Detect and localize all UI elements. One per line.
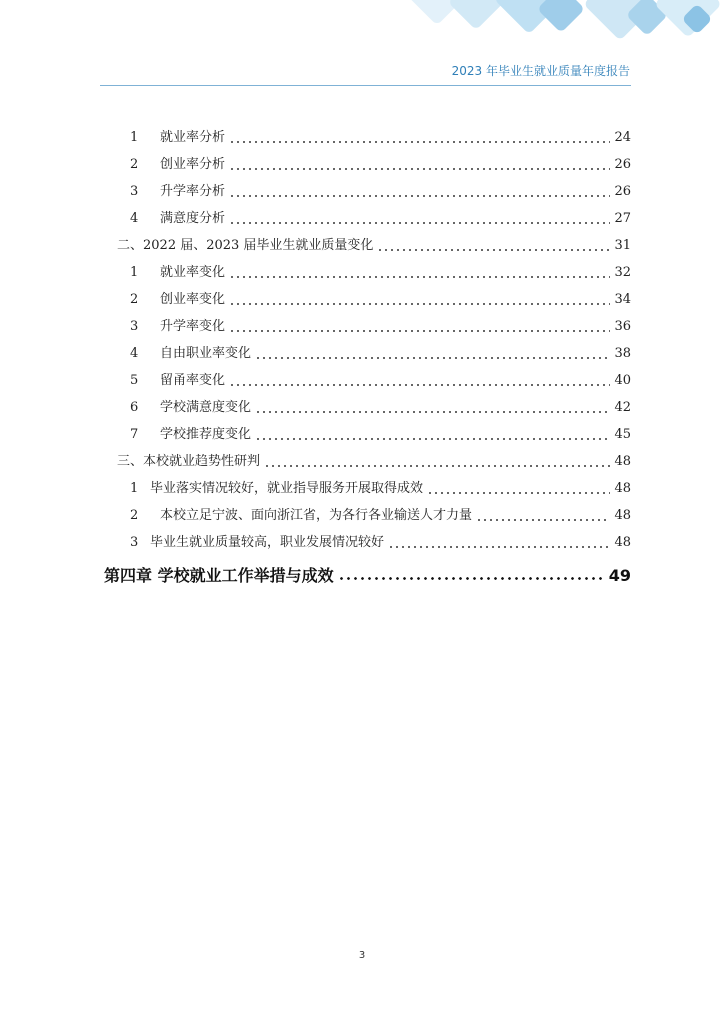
toc-entry[interactable] <box>130 262 631 282</box>
toc-entry-page: 26 <box>614 184 631 199</box>
header-divider <box>100 85 631 86</box>
toc-entry-number: 7 <box>130 427 139 442</box>
toc-entry-title: 学校推荐度变化 <box>160 427 252 442</box>
toc-section-page: 48 <box>614 454 631 469</box>
toc-entry-title: 留甬率变化 <box>160 373 226 388</box>
header-decoration <box>394 0 724 70</box>
toc-entry-page: 48 <box>614 535 631 550</box>
toc-entry-title: 升学率变化 <box>160 319 226 334</box>
toc-entry-number: 4 <box>130 211 139 226</box>
toc-entry-title: 创业率变化 <box>160 292 226 307</box>
toc-entry-number: 1 <box>130 265 139 280</box>
toc-entry-page: 27 <box>614 211 631 226</box>
dot-leader <box>377 249 610 251</box>
toc-section-entry[interactable] <box>117 235 631 255</box>
dot-leader <box>229 195 610 197</box>
toc-entry-number: 2 <box>130 292 139 307</box>
dot-leader <box>338 577 605 580</box>
toc-entry-page: 36 <box>614 319 631 334</box>
toc-entry[interactable] <box>130 154 631 174</box>
toc-entry-page: 40 <box>614 373 631 388</box>
toc-entry-page: 24 <box>614 130 631 145</box>
dot-leader <box>255 357 610 359</box>
toc-entry-title: 毕业生就业质量较高，职业发展情况较好 <box>150 535 385 550</box>
dot-leader <box>229 141 610 143</box>
toc-entry[interactable] <box>130 424 631 444</box>
toc-entry-number: 2 <box>130 157 139 172</box>
dot-leader <box>388 546 610 548</box>
toc-entry[interactable] <box>130 316 631 336</box>
toc-entry-number: 3 <box>130 535 139 550</box>
toc-section-page: 31 <box>614 238 631 253</box>
toc-entry-title: 满意度分析 <box>160 211 226 226</box>
toc-entry-title: 就业率分析 <box>160 130 226 145</box>
toc-entry-page: 32 <box>614 265 631 280</box>
toc-entry-page: 34 <box>614 292 631 307</box>
toc-entry-number: 3 <box>130 319 139 334</box>
toc-entry[interactable] <box>130 397 631 417</box>
toc-entry-title: 创业率分析 <box>160 157 226 172</box>
dot-leader <box>264 465 610 467</box>
toc-entry[interactable] <box>130 505 631 525</box>
toc-entry[interactable] <box>130 289 631 309</box>
dot-leader <box>255 438 610 440</box>
report-header-title: 2023 年毕业生就业质量年度报告 <box>451 64 630 78</box>
page-number: 3 <box>358 950 366 961</box>
dot-leader <box>229 222 610 224</box>
toc-entry-page: 26 <box>614 157 631 172</box>
toc-entry-number: 2 <box>130 508 139 523</box>
toc-entry-number: 3 <box>130 184 139 199</box>
toc-entry-title: 毕业落实情况较好，就业指导服务开展取得成效 <box>150 481 424 496</box>
toc-entry-title: 本校立足宁波、面向浙江省，为各行各业输送人才力量 <box>160 508 473 523</box>
toc-entry[interactable] <box>130 343 631 363</box>
toc-chapter-page: 49 <box>608 566 631 585</box>
dot-leader <box>229 303 610 305</box>
toc-entry-number: 1 <box>130 130 139 145</box>
toc-entry[interactable] <box>130 370 631 390</box>
dot-leader <box>229 384 610 386</box>
toc-entry[interactable] <box>130 127 631 147</box>
toc-entry-title: 学校满意度变化 <box>160 400 252 415</box>
toc-entry[interactable] <box>130 532 631 552</box>
toc-entry-page: 48 <box>614 481 631 496</box>
toc-entry-page: 48 <box>614 508 631 523</box>
dot-leader <box>229 330 610 332</box>
toc-entry[interactable] <box>130 208 631 228</box>
toc-entry-page: 38 <box>614 346 631 361</box>
toc-entry-title: 就业率变化 <box>160 265 226 280</box>
dot-leader <box>255 411 610 413</box>
toc-entry-number: 6 <box>130 400 139 415</box>
toc-entry-title: 自由职业率变化 <box>160 346 252 361</box>
dot-leader <box>427 492 610 494</box>
toc-entry-number: 4 <box>130 346 139 361</box>
toc-entry-page: 45 <box>614 427 631 442</box>
toc-entry-number: 5 <box>130 373 139 388</box>
toc-entry-title: 升学率分析 <box>160 184 226 199</box>
toc-section-entry[interactable] <box>117 451 631 471</box>
toc-entry[interactable] <box>130 181 631 201</box>
toc-chapter-entry[interactable] <box>104 561 631 585</box>
dot-leader <box>476 519 610 521</box>
toc-entry-number: 1 <box>130 481 139 496</box>
toc-entry-page: 42 <box>614 400 631 415</box>
toc-section-title: 三、本校就业趋势性研判 <box>117 454 261 469</box>
dot-leader <box>229 168 610 170</box>
dot-leader <box>229 276 610 278</box>
toc-section-title: 二、2022 届、2023 届毕业生就业质量变化 <box>117 238 374 253</box>
toc-chapter-title: 第四章 学校就业工作举措与成效 <box>104 566 334 585</box>
toc-entry[interactable] <box>130 478 631 498</box>
